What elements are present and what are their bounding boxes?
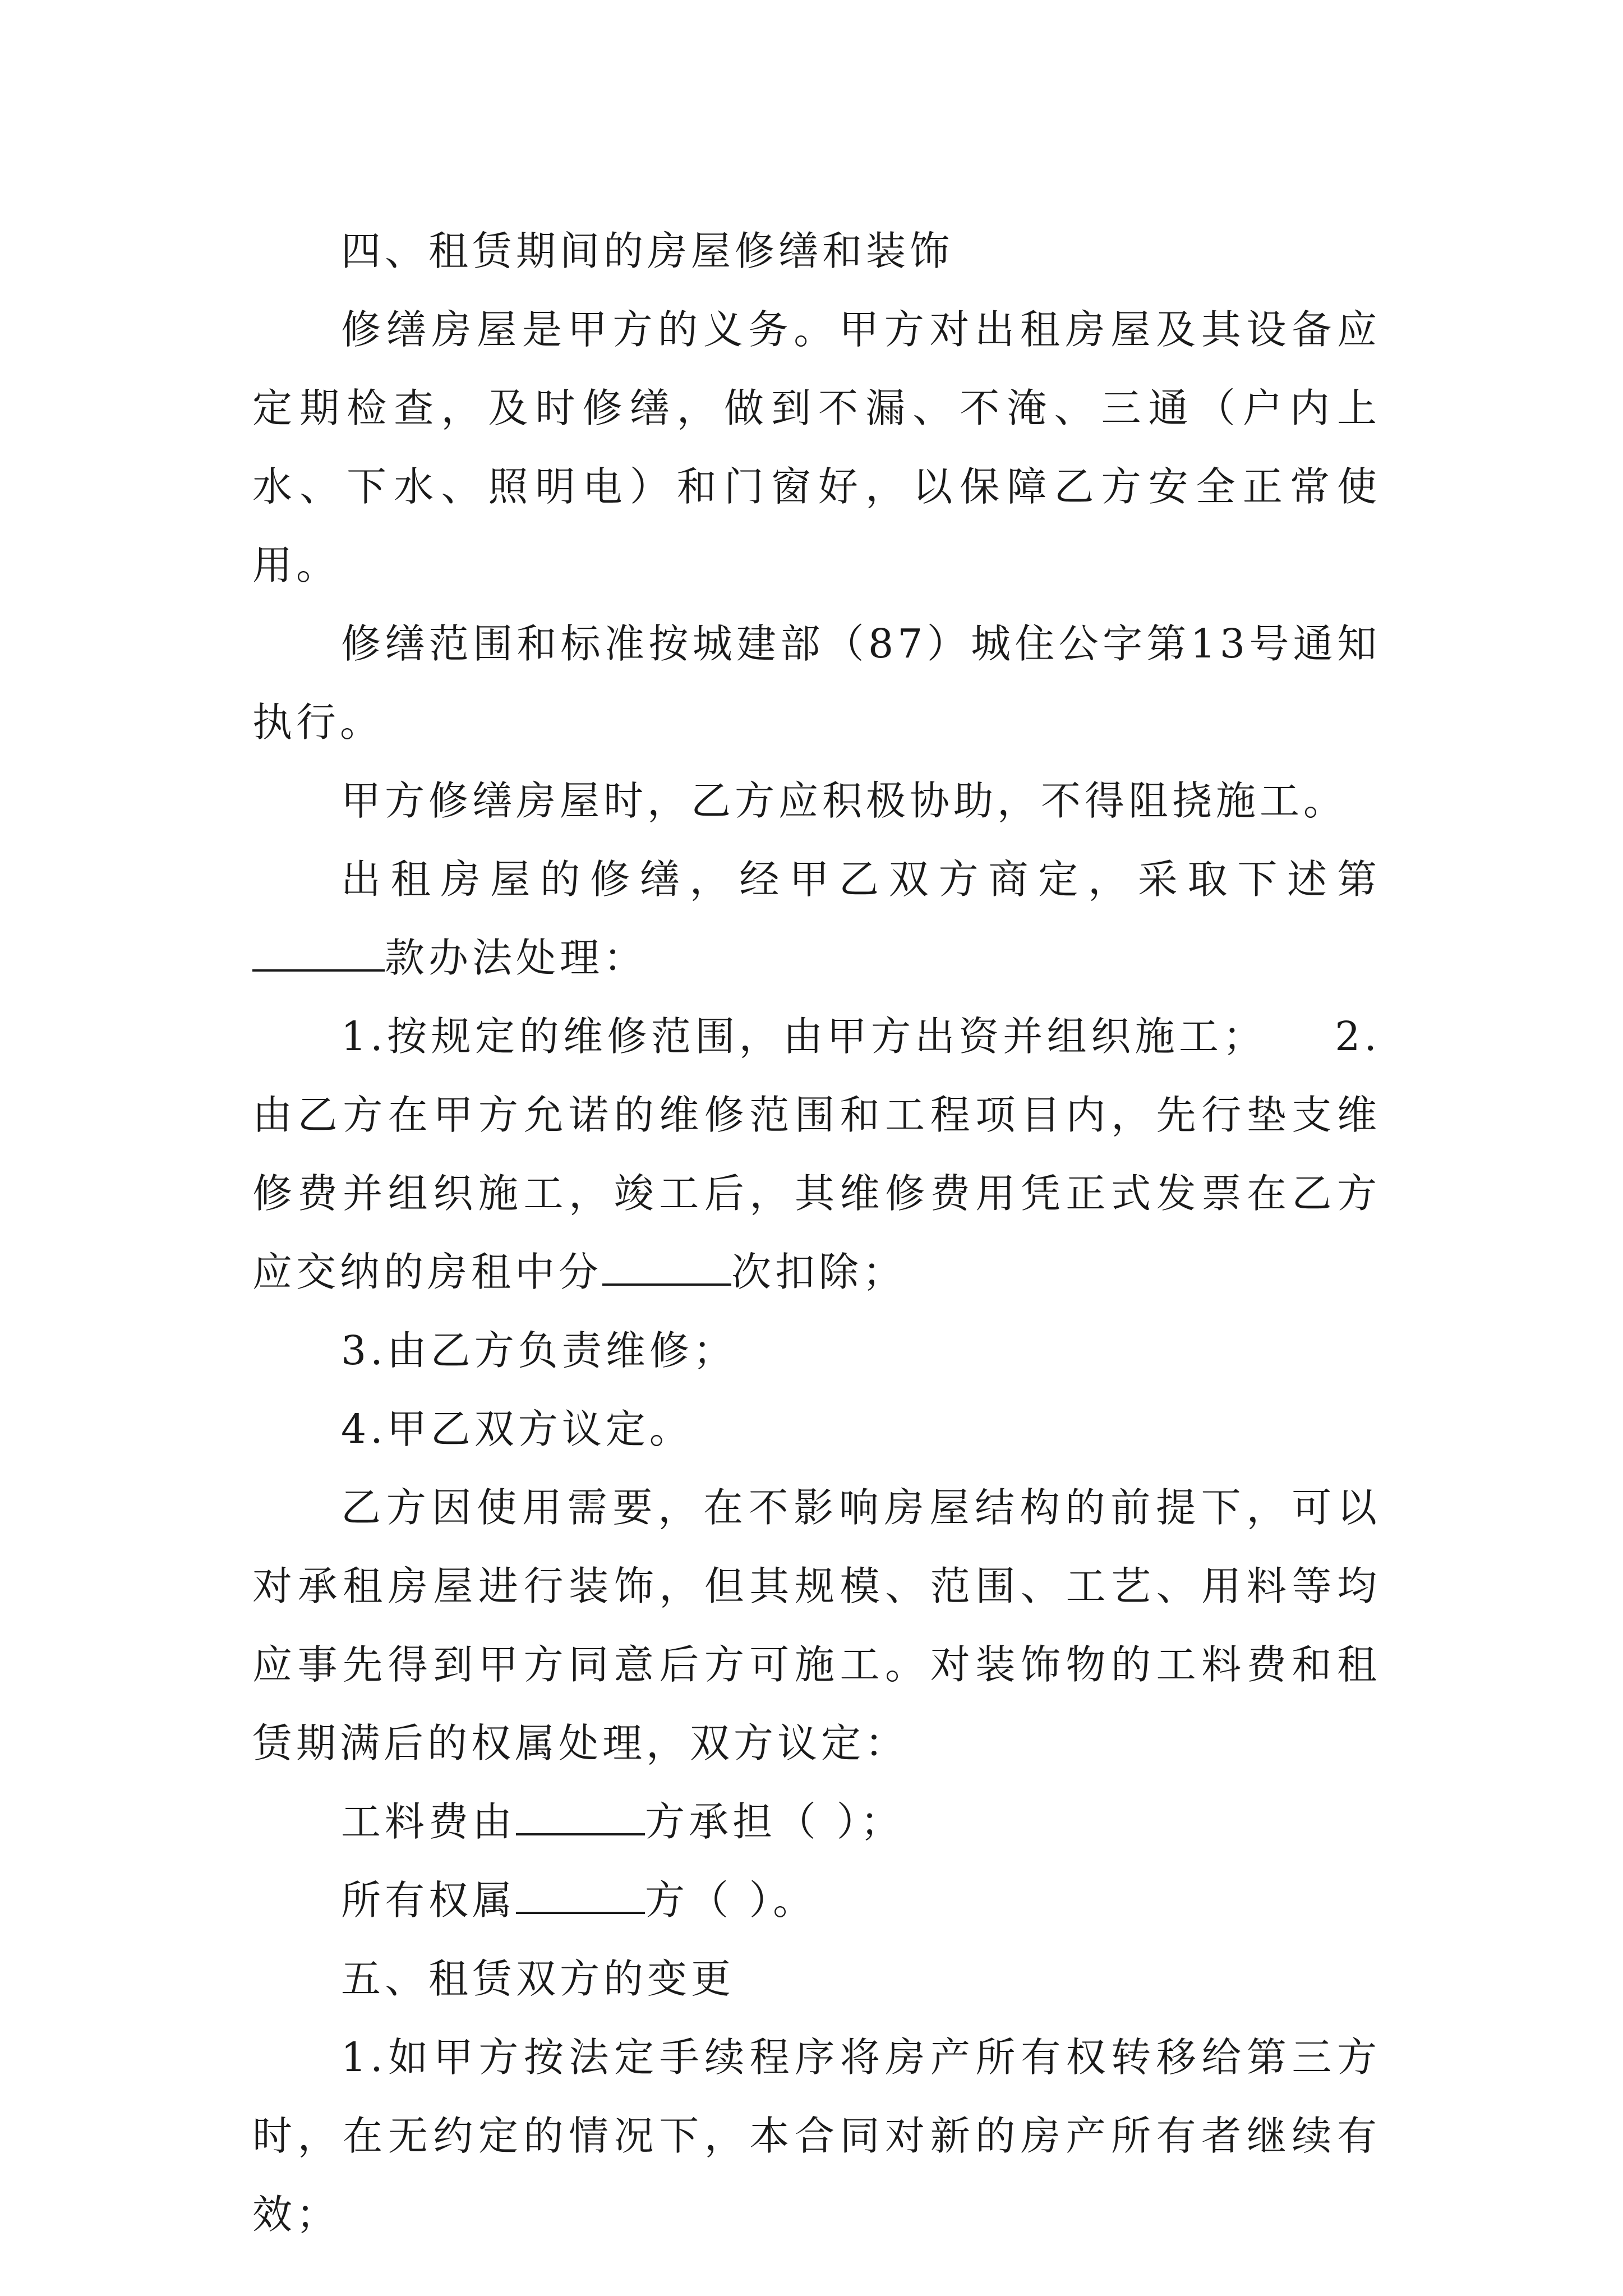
paragraph-text: 次扣除；	[731, 1249, 907, 1295]
fill-in-blank	[252, 936, 385, 972]
paragraph-cooperation: 甲方修缮房屋时，乙方应积极协助，不得阻挠施工。	[341, 777, 1348, 824]
paragraph-decoration: 乙方因使用需要，在不影响房屋结构的前提下，可以对承租房屋进行装饰，但其规模、范围、工艺、用料等均应事先得到甲方同意后方可施工。对装饰物的工料费和租赁期满后的权属处理，双方议定：	[252, 1484, 1381, 1766]
paragraph-text: 款办法处理：	[385, 935, 648, 981]
paragraph-material-cost	[252, 1783, 1381, 1861]
paragraph-ownership-transfer: 1.如甲方按法定手续程序将房产所有权转移给第三方时，在无约定的情况下，本合同对新的房产所有者继续有效；	[252, 2034, 1381, 2238]
document-body	[252, 212, 1381, 2254]
paragraph-option-3: 3.由乙方负责维修；	[341, 1327, 737, 1374]
paragraph-text: 1.按规定的维修范围，由甲方出资并组织施工； 2.由乙方在甲方允诺的维修范围和工程项目内，先行垫支维修费并组织施工，竣工后，其维修费用凭正式发票在乙方应交纳的房租中分	[252, 1013, 1381, 1295]
paragraph-repair-method	[252, 840, 1381, 997]
section-heading-changes: 五、租赁双方的变更	[341, 1955, 735, 2002]
fill-in-blank	[516, 1878, 645, 1914]
section-heading-repair-decoration: 四、租赁期间的房屋修缮和装饰	[341, 228, 954, 274]
paragraph-repair-standard: 修缮范围和标准按城建部（87）城住公字第13号通知执行。	[252, 620, 1381, 746]
paragraph-ownership	[252, 1861, 1381, 1940]
paragraph-option-4: 4.甲乙双方议定。	[341, 1406, 693, 1452]
paragraph-repair-obligation: 修缮房屋是甲方的义务。甲方对出租房屋及其设备应定期检查，及时修缮，做到不漏、不淹、三通（户内上水、下水、照明电）和门窗好，以保障乙方安全正常使用。	[252, 306, 1381, 588]
paragraph-text: 工料费由	[341, 1798, 517, 1845]
fill-in-blank	[516, 1800, 645, 1835]
fill-in-blank	[602, 1250, 731, 1286]
paragraph-text: 方（ ）。	[645, 1877, 817, 1924]
paragraph-text: 出租房屋的修缮，经甲乙双方商定，采取下述第	[341, 856, 1381, 903]
paragraph-option-1-2	[252, 997, 1381, 1312]
paragraph-text: 方承担（ ）；	[645, 1798, 905, 1845]
paragraph-text: 所有权属	[341, 1877, 517, 1924]
